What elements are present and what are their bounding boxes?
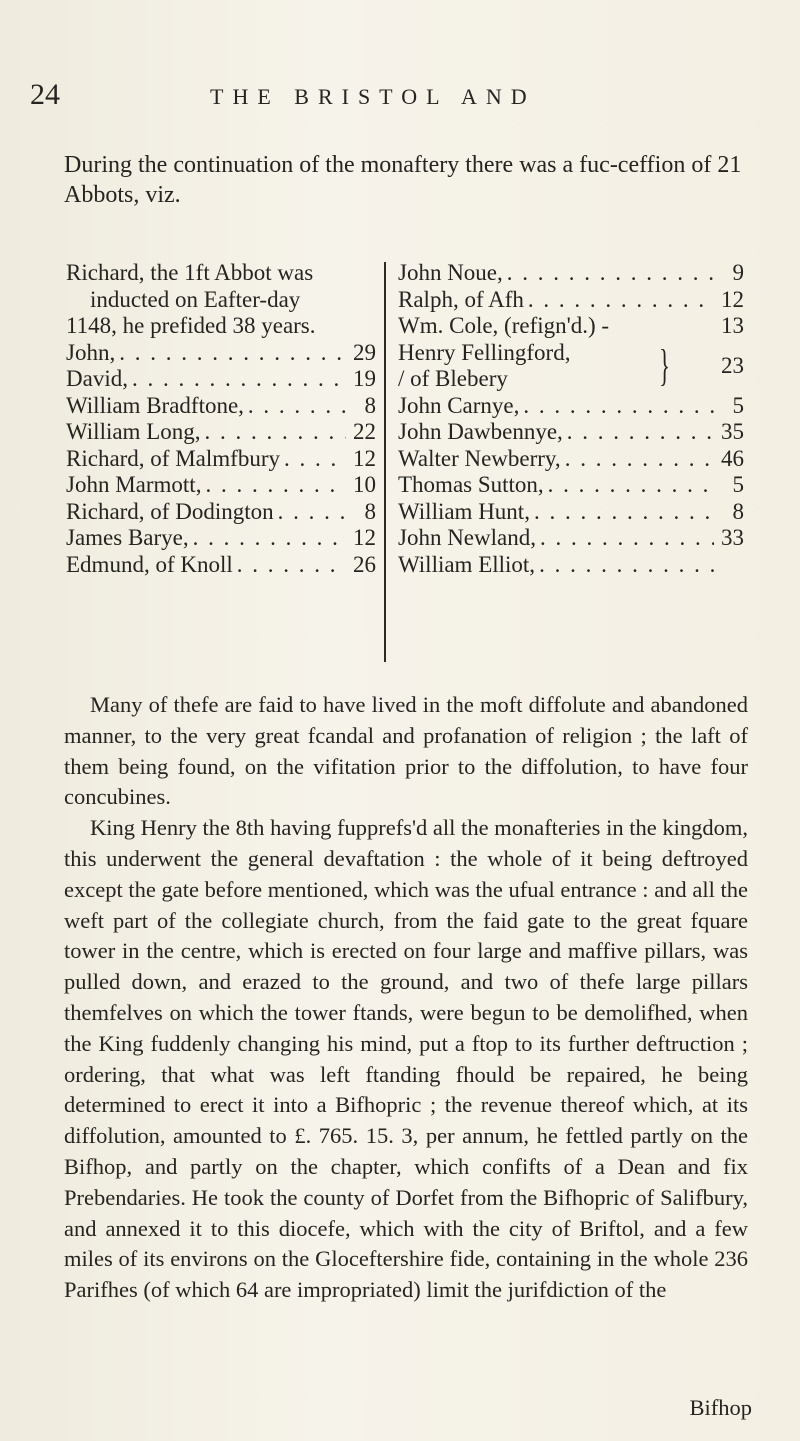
first-abbot-line: Richard, the 1ft Abbot was bbox=[66, 260, 314, 285]
joint-abbot-entry bbox=[398, 340, 744, 393]
abbot-name: James Barye, bbox=[66, 525, 189, 550]
column-divider bbox=[384, 262, 386, 662]
abbot-row bbox=[66, 419, 376, 446]
abbot-years: 9 bbox=[732, 260, 744, 285]
abbot-years: 8 bbox=[364, 392, 376, 418]
abbot-years: 46 bbox=[721, 445, 744, 471]
abbots-list bbox=[66, 260, 756, 660]
abbot-row bbox=[398, 472, 744, 499]
abbot-name: John Marmott, bbox=[66, 472, 202, 497]
abbot-name: Richard, of Dodington bbox=[66, 498, 274, 524]
abbot-row bbox=[66, 393, 376, 420]
abbot-row bbox=[398, 525, 744, 552]
leader-dots bbox=[565, 446, 714, 473]
leader-dots bbox=[523, 393, 714, 420]
leader-dots bbox=[567, 419, 714, 446]
abbot-row bbox=[398, 393, 744, 420]
abbot-years: 23 bbox=[721, 352, 744, 378]
leader-dots bbox=[284, 446, 346, 473]
leader-dots bbox=[205, 419, 347, 446]
paragraph: King Henry the 8th having fupprefs'd all the monafteries in the kingdom, this underwent the general devaftation : the whole of it being deftroyed except the gate before mentioned, which was the ufual entrance : and all the weft part of the collegiate church, from the faid gate to the great fquare tower in the centre, which is erected on four large and maffive pillars, was pulled down, and erazed to the ground, and two of thefe large pillars themfelves on which the tower ftands, were begun to be demolifhed, when the King fuddenly changing his mind, put a ftop to its further deftruction ; ordering, that what was left ftanding fhould be repaired, he being determined to erect it into a Bifhopric ; the revenue thereof which, at its diffolution, amounted to £. 765. 15. 3, per annum, he fettled partly on the Bifhop, and partly on the chapter, which confifts of a Dean and fix Prebendaries. He took the county of Dorfet from the Bifhopric of Salifbury, and annexed it to this diocefe, which with the city of Briftol, and a few miles of its environs on the Gloceftershire fide, containing in the whole 236 Parifhes (of which 64 are impropriated) limit the jurifdiction of the bbox=[64, 815, 748, 1303]
abbot-years: 8 bbox=[732, 498, 744, 524]
leader-dots bbox=[205, 472, 346, 499]
abbot-row bbox=[66, 472, 376, 499]
running-head bbox=[30, 78, 770, 118]
brace-glyph: } bbox=[659, 340, 670, 390]
page-number: 24 bbox=[30, 78, 60, 111]
abbot-name: William Hunt, bbox=[398, 498, 530, 524]
abbot-row bbox=[66, 552, 376, 579]
abbot-years: 29 bbox=[353, 339, 376, 365]
abbot-row bbox=[398, 419, 744, 446]
abbot-years: 10 bbox=[353, 472, 376, 497]
abbot-name: William Long, bbox=[66, 419, 201, 444]
abbot-years: 12 bbox=[721, 286, 744, 312]
abbots-right-column bbox=[398, 260, 744, 578]
abbot-years: 13 bbox=[721, 313, 744, 338]
body-text bbox=[64, 690, 748, 1306]
joint-abbot-line: Henry Fellingford, bbox=[398, 339, 571, 365]
abbot-row bbox=[398, 313, 744, 340]
leader-dots bbox=[119, 340, 346, 367]
leader-dots bbox=[193, 525, 346, 552]
abbot-row bbox=[398, 552, 744, 579]
leader-dots bbox=[540, 525, 714, 552]
abbot-years: 22 bbox=[353, 419, 376, 444]
abbot-years: 5 bbox=[732, 472, 744, 497]
abbot-row bbox=[66, 499, 376, 526]
abbot-row bbox=[66, 446, 376, 473]
abbot-name: John Carnye, bbox=[398, 392, 520, 418]
abbot-name: William Bradftone, bbox=[66, 392, 244, 418]
abbot-name: John Noue, bbox=[398, 260, 503, 285]
abbot-years: 33 bbox=[721, 525, 744, 550]
first-abbot-line: 1148, he prefided 38 years. bbox=[66, 313, 316, 338]
abbot-row bbox=[66, 525, 376, 552]
catchword: Bifhop bbox=[689, 1395, 752, 1420]
abbot-name: Ralph, of Afh bbox=[398, 286, 524, 312]
abbot-name: Thomas Sutton, bbox=[398, 472, 544, 497]
abbot-years: 35 bbox=[721, 419, 744, 444]
leader-dots bbox=[528, 287, 714, 314]
abbot-row bbox=[398, 446, 744, 473]
abbot-name: John Dawbennye, bbox=[398, 419, 563, 444]
leader-dots bbox=[548, 472, 714, 499]
leader-dots bbox=[539, 552, 714, 579]
abbot-row bbox=[398, 260, 744, 287]
abbot-name: John, bbox=[66, 339, 116, 365]
abbot-years: 26 bbox=[353, 551, 376, 577]
running-title: THE BRISTOL AND bbox=[210, 84, 536, 109]
abbot-name: David, bbox=[66, 366, 128, 391]
abbot-name: Wm. Cole, (refign'd.) - bbox=[398, 313, 610, 338]
abbot-row bbox=[398, 499, 744, 526]
first-abbot-line: inducted on Eafter-day bbox=[90, 286, 301, 312]
abbot-row bbox=[66, 366, 376, 393]
joint-abbot-line: / of Blebery bbox=[398, 366, 508, 391]
intro-paragraph: During the continuation of the monaftery there was a fuc-ceffion of 21 Abbots, viz. bbox=[64, 152, 742, 208]
abbot-years: 12 bbox=[353, 525, 376, 550]
abbot-years: 8 bbox=[364, 498, 376, 524]
abbot-years: 19 bbox=[353, 366, 376, 391]
leader-dots bbox=[278, 499, 346, 526]
abbot-name: Edmund, of Knoll bbox=[66, 551, 233, 577]
abbot-name: Walter Newberry, bbox=[398, 445, 561, 471]
leader-dots bbox=[132, 366, 346, 393]
abbot-name: Richard, of Malmfbury bbox=[66, 445, 280, 471]
abbot-name: John Newland, bbox=[398, 525, 536, 550]
leader-dots bbox=[507, 260, 714, 287]
abbot-name: William Elliot, bbox=[398, 551, 536, 577]
leader-dots bbox=[237, 552, 346, 579]
abbot-row bbox=[66, 340, 376, 367]
first-abbot-entry bbox=[66, 260, 376, 340]
abbot-years: 5 bbox=[732, 392, 744, 418]
abbot-years: 12 bbox=[353, 445, 376, 471]
leader-dots bbox=[248, 393, 346, 420]
paragraph: Many of thefe are faid to have lived in the moft diffolute and abandoned manner, to the very great fcandal and profanation of religion ; the laft of them being found, on the vifitation prior to the diffolution, to have four concubines. bbox=[64, 692, 748, 810]
abbot-row bbox=[398, 287, 744, 314]
leader-dots bbox=[534, 499, 714, 526]
abbots-left-column bbox=[66, 260, 376, 578]
